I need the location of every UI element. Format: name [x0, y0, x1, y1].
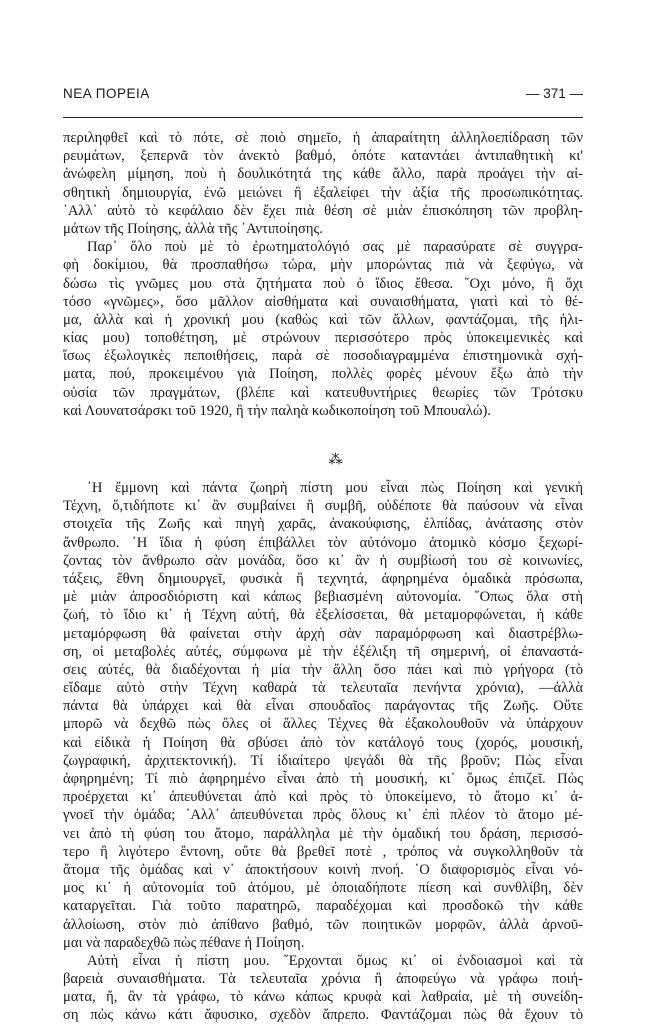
text-line: ἄτομα τῆς ὁμάδας καὶ ν᾿ ἀποκτήσουν κοινὴ πνοή. ῾Ο διαφορισμὸς εἶναι νό- — [63, 861, 583, 878]
text-line: περιληφθεῖ καὶ τὸ πότε, σὲ ποιὸ σημεῖο, ἡ ἀπαραίτητη ἀλληλοεπίδραση τῶν — [63, 130, 583, 146]
text-line: μεταμόρφωση θὰ φαίνεται στὴν ἀρχὴ σὰν παραμόρφωση καὶ διαστρέβλω- — [63, 625, 583, 642]
header-rule — [63, 117, 583, 118]
text-line: ῾Η ἔμμονη καὶ πάντα ζωηρὴ πίστη μου εἶναι πὼς Ποίηση καὶ γενικὴ — [87, 480, 583, 496]
text-line: ᾿Αλλ᾿ αὐτὸ τὸ κεφάλαιο δὲν ἔχει πιὰ θέση σὲ μιὰν ἐπισκόπηση τῶν προβλη- — [63, 202, 583, 219]
text-line: Αὐτὴ εἶναι ἡ πίστη μου. ῎Ερχονται ὅμως κι᾿ οἱ ἐνδοιασμοὶ καὶ τὰ — [87, 952, 583, 969]
text-line: νει ἀπὸ τὴ φύση του ἄτομο, παράλληλα μὲ τὴν ὁμαδική του δράση, περισσό- — [63, 825, 583, 842]
text-line: προέρχεται κι᾿ ἀπευθύνεται ἀπὸ καὶ πρὸς τὸ ὑποκείμενο, τὸ ἄτομο κι᾿ ἀ- — [63, 789, 583, 806]
text-line: σεις αὐτές, θὰ διαδέχονται ἡ μία τὴν ἄλλη ὅσο πάει καὶ πιὸ γρήγορα (τὸ — [63, 661, 583, 678]
text-line: ση, οἱ μεταβολές αὐτές, σύμφωνα μὲ τὴν ἐξέλιξη τῆ σημερινή, οἱ ἐπαναστά- — [63, 643, 583, 660]
text-line: μπορῶ νὰ δεχθῶ πὼς ὅλες οἱ ἄλλες Τέχνες θὰ ἐξακολουθοῦν νὰ ὑπάρχουν — [63, 716, 583, 733]
text-line: ζωγραφική, ἀρχιτεκτονική). Τί ἰδιαίτερο ψεγάδι θὰ τῆς βροῦν; Πὼς εἶναι — [63, 752, 583, 769]
text-line: μος κι᾿ ἡ αὐτονομία τοῦ ἀτόμου, μὲ ὁποιαδήποτε πίεση καὶ συνθλίβη, δὲν — [63, 880, 583, 897]
text-line: ἴσως ἐξωλογικὲς πεποιθήσεις, παρὰ σὲ ποσοδιαγραμμένα ἐπιστημονικὰ σχή- — [63, 348, 583, 365]
text-line: βαρειὰ συναισθήματα. Τὰ τελευταῖα χρόνια ἢ ἀποφεύγω νὰ γράφω ποιή- — [63, 971, 583, 988]
text-line: ἀνώφελη μίμηση, ποὺ ἡ δουλικότητά της κάθε ἄλλο, παρὰ προάγει τὴν αἰ- — [63, 166, 583, 183]
text-block-1 — [63, 129, 583, 420]
text-line: Τέχνη, ὅ,τιδήποτε κι᾿ ἂν συμβαίνει ἢ συμβῆ, οὐδέποτε θὰ παύσουν νὰ εἶναι — [63, 498, 583, 515]
text-line: καὶ εἰδικὰ ἡ Ποίηση θὰ σβύσει ἀπὸ τὸν κατάλογό τους (χορός, μουσική, — [63, 734, 583, 751]
text-line: τερο ἢ λιγότερο ἔντονη, οὔτε θὰ βρεθεῖ ποτὲ , τρόπος νὰ συγκολληθοῦν τὰ — [63, 843, 583, 860]
running-title: ΝΕΑ ΠΟΡΕΙΑ — [63, 86, 150, 101]
text-line: εἴδαμε αὐτὸ στὴν Τέχνη καθαρὰ τὰ τελευταῖα πενήντα χρόνια), —ἀλλὰ — [63, 680, 583, 697]
text-line: Παρ᾿ ὅλο ποὺ μὲ τὸ ἐρωτηματολόγιό σας μὲ παρασύρατε σὲ συγγρα- — [87, 239, 583, 256]
text-line: ματα, πού, προκειμένου γιὰ Ποίηση, πολλὲς φορὲς μένουν ἔξω ἀπὸ τὴν — [63, 366, 583, 383]
text-line: γνοεῖ τὴν ὁμάδα; ᾿Αλλ᾿ ἀπευθύνεται πρὸς ὅλους κι᾿ ἐπὶ πλέον τὸ ἄτομο μέ- — [63, 807, 583, 824]
text-line: ζωή, τὸ ἴδιο κι᾿ ἡ Τέχνη αὐτή, θὰ ἐξελίσσεται, θὰ μεταμορφώνεται, ἡ κάθε — [63, 607, 583, 624]
text-line: ἄνθρωπο. ῾Η ἴδια ἡ φύση ἐπιβάλλει τὸν αὐτόνομο ἀτομικὸ κόσμο ξεχωρί- — [63, 534, 583, 551]
text-line: ζοντας τὸν ἄνθρωπο σὰν μονάδα, ὅσο κι᾿ ἂν ἡ συμβίωσή του σὲ κοινωνίες, — [63, 552, 583, 569]
text-line: μὲ μιὰν ἀπροσδιόριστη καὶ κάπως βεβιασμένη αὐτονομία. ῞Οπως ὅλα στὴ — [63, 589, 583, 606]
text-line: ἀφηρημένη; Τί πιὸ ἀφηρημένο εἶναι ἀπὸ τὴ μουσική, κι᾿ ὅμως ἐπιζεῖ. Πὼς — [63, 771, 583, 787]
text-line: τάξεις, ἔθνη δημιουργεῖ, φυσικὰ ἢ τεχνητά, ἀφηρημένα ὁμαδικὰ πρόσωπα, — [63, 570, 583, 587]
text-line: ἀλλοίωση, στὸν πιὸ ἀπίθανο βαθμό, τῶν ποιητικῶν μορφῶν, ἀλλὰ ἀρνοῦ- — [63, 916, 583, 933]
text-line: καταργεῖται. Γιὰ τοῦτο παρατηρῶ, παραδέχομαι καὶ προσδοκῶ τὴν κάθε — [63, 898, 583, 915]
text-line: μαι νὰ παραδεχθῶ πὼς πέθανε ἡ Ποίηση. — [63, 934, 305, 951]
text-line: ση πὼς κάνω κάτι ἄφυσικο, σχεδὸν ἄπρεπο. Φαντάζομαι πὼς θὰ ἔχουν τὸ — [63, 1007, 583, 1024]
section-separator: ⁂ — [328, 453, 342, 468]
page-number: — 371 — — [525, 86, 583, 101]
text-line: δώσω τὶς γνῶμες μου στὰ ζητήματα ποὺ ὁ ἴδιος ἔθεσα. ῞Οχι μόνο, ἢ ὄχι — [63, 275, 583, 292]
text-block-2 — [63, 479, 583, 1025]
text-line: οὐσία τῶν πραγμάτων, (βλέπε καὶ κατευθυντήριες θεωρίες τῶν Τρότσκυ — [63, 384, 583, 401]
text-line: κίας μου) τοποθέτηση, μὲ στρώνουν περισσότερο πρὸς ὑποκειμενικὲς καὶ — [63, 330, 583, 347]
text-line: τόσο «γνῶμες», ὅσο μᾶλλον αἰσθήματα καὶ συναισθήματα, γιατὶ καὶ τὸ θέ- — [63, 293, 583, 310]
text-line: καὶ Λουνατσάρσκι τοῦ 1920, ἢ τὴν παληὰ κωδικοποίηση τοῦ Μπουαλώ). — [63, 402, 491, 419]
text-line: ρευμάτων, ξεπερνᾶ τὸν ἀνεκτὸ βαθμό, ὁπότε καταντάει ἀντιπαθητικὴ κι' — [63, 148, 583, 165]
text-line: στοιχεῖα τῆς Ζωῆς καὶ πηγὴ χαρᾶς, ἀνακούφισης, ἐλπίδας, ἀνάτασης στὸν — [63, 516, 583, 533]
text-line: φὴ δοκίμιου, θὰ προσπαθήσω τώρα, μὴν μπορώντας πιὰ νὰ ξεφύγω, νὰ — [63, 257, 583, 274]
text-line: μάτων τῆς Ποίησης, ἀλλὰ τῆς ᾿Αντιποίησης. — [63, 220, 323, 237]
text-line: πάντα θὰ ὑπάρχει καὶ θὰ εἶναι σπουδαῖος παράγοντας τῆς Ζωῆς. Οὔτε — [63, 698, 583, 715]
text-line: σθητικὴ δημιουργία, ἐνῶ μειώνει ἢ ἐξαλείφει τὴν ἀξία τῆς προσωπικότητας. — [63, 184, 583, 201]
text-line: ματα, ἤ, ἂν τὰ γράφω, τὸ κάνω κάπως κρυφὰ καὶ λαθραία, μὲ τὴ συνείδη- — [63, 989, 583, 1006]
text-line: μα, ἀλλὰ καὶ ἡ χρονική μου (καθὼς καὶ τῶν ἄλλων, φαντάζομαι, τῆς ἡλι- — [63, 311, 583, 328]
page-header — [63, 86, 583, 108]
